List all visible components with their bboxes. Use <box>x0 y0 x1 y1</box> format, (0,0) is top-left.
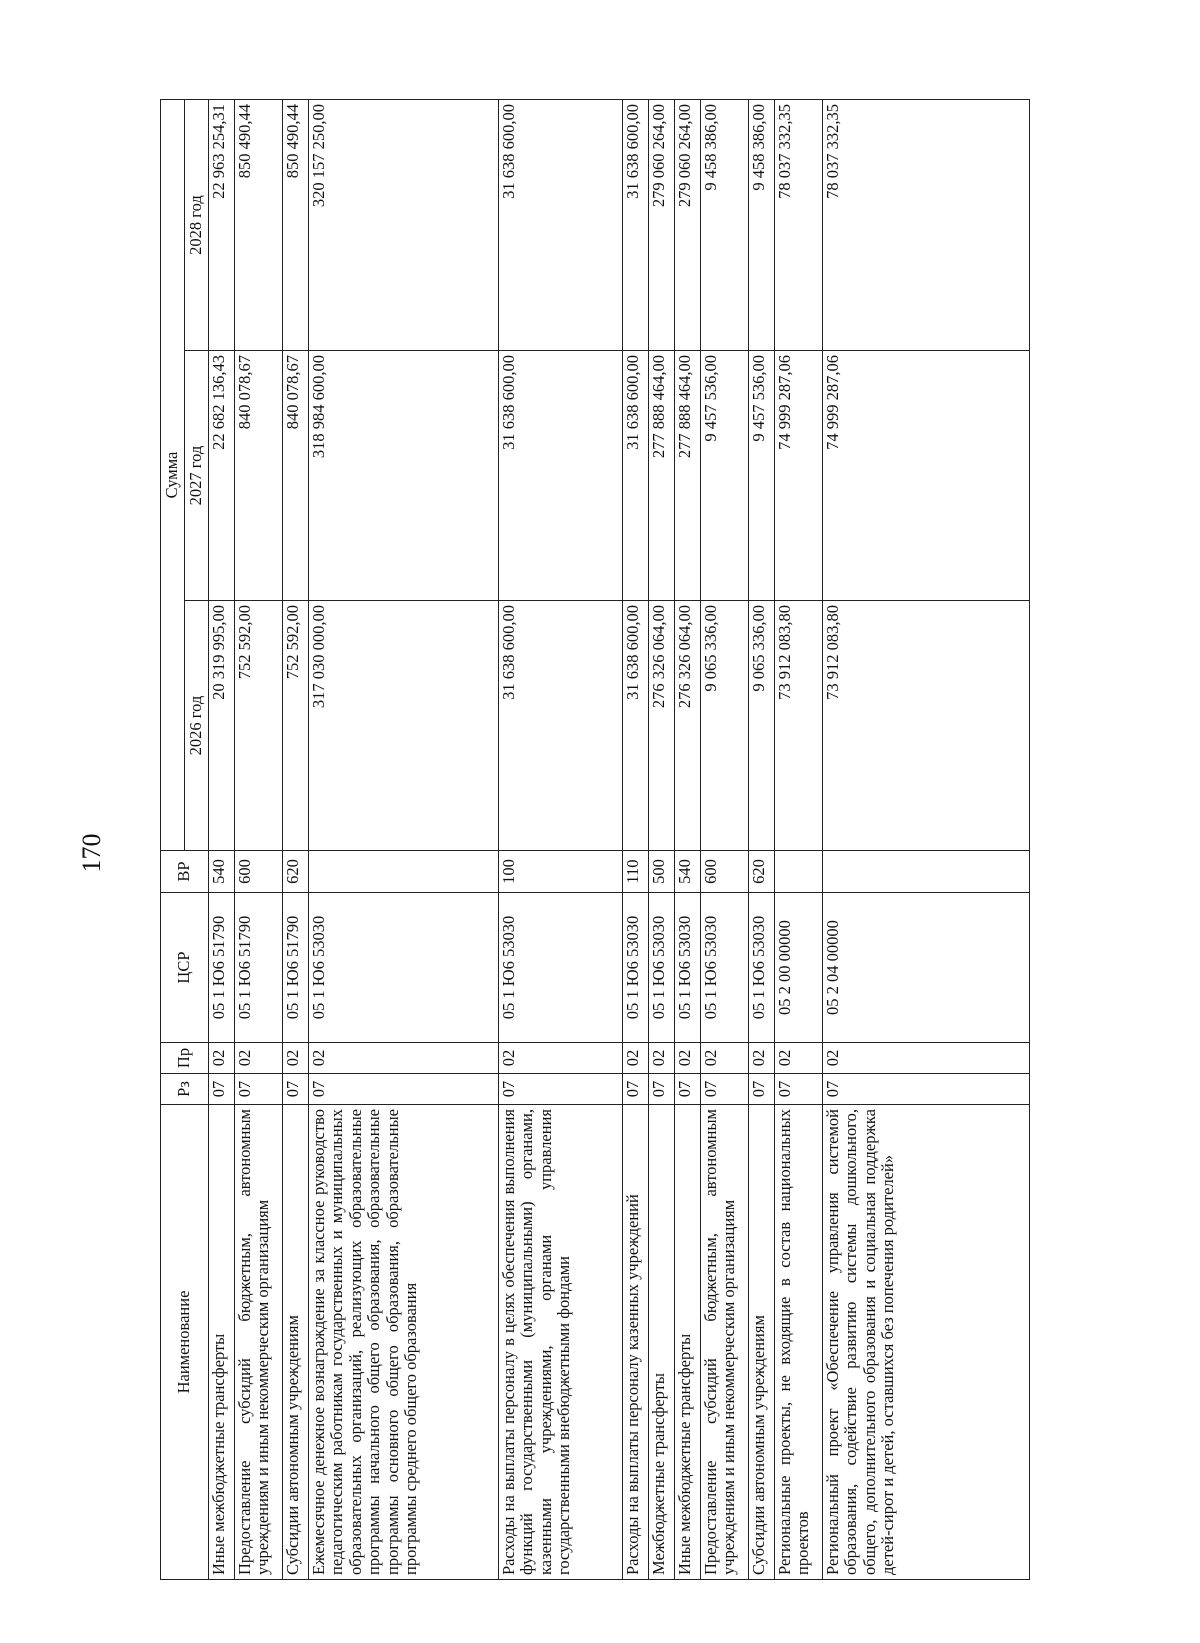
row-pr: 02 <box>823 1043 1030 1074</box>
table-row <box>623 100 649 1580</box>
table-row <box>823 100 1030 1580</box>
row-vr: 540 <box>675 851 701 893</box>
table-row <box>283 100 309 1580</box>
row-2027: 840 078,67 <box>283 351 309 601</box>
row-csr: 05 1 Ю6 53030 <box>499 893 623 1043</box>
row-2027: 74 999 287,06 <box>823 351 1030 601</box>
row-csr: 05 2 04 00000 <box>823 893 1030 1043</box>
row-csr: 05 1 Ю6 53030 <box>649 893 675 1043</box>
row-pr: 02 <box>775 1043 823 1074</box>
row-2027: 31 638 600,00 <box>623 351 649 601</box>
row-name: Субсидии автономным учреждениям <box>283 1105 309 1580</box>
row-rz: 07 <box>775 1074 823 1105</box>
row-csr: 05 1 Ю6 51790 <box>209 893 235 1043</box>
row-2028: 31 638 600,00 <box>623 100 649 351</box>
header-pr: Пр <box>161 1043 209 1074</box>
row-2027: 840 078,67 <box>235 351 283 601</box>
row-2028: 320 157 250,00 <box>309 100 499 351</box>
row-2027: 9 457 536,00 <box>749 351 775 601</box>
row-vr: 600 <box>235 851 283 893</box>
header-2026: 2026 год <box>185 601 209 851</box>
row-vr: 110 <box>623 851 649 893</box>
row-vr: 100 <box>499 851 623 893</box>
row-rz: 07 <box>749 1074 775 1105</box>
row-2028: 22 963 254,31 <box>209 100 235 351</box>
row-2028: 279 060 264,00 <box>675 100 701 351</box>
row-2026: 9 065 336,00 <box>749 601 775 851</box>
row-rz: 07 <box>701 1074 749 1105</box>
row-vr: 500 <box>649 851 675 893</box>
row-rz: 07 <box>649 1074 675 1105</box>
row-name: Субсидии автономным учреждениям <box>749 1105 775 1580</box>
row-2027: 22 682 136,43 <box>209 351 235 601</box>
row-rz: 07 <box>823 1074 1030 1105</box>
row-rz: 07 <box>623 1074 649 1105</box>
row-pr: 02 <box>499 1043 623 1074</box>
row-2026: 73 912 083,80 <box>823 601 1030 851</box>
row-rz: 07 <box>283 1074 309 1105</box>
row-2026: 31 638 600,00 <box>499 601 623 851</box>
header-2028: 2028 год <box>185 100 209 351</box>
row-name: Иные межбюджетные трансферты <box>675 1105 701 1580</box>
row-2028: 850 490,44 <box>283 100 309 351</box>
row-rz: 07 <box>209 1074 235 1105</box>
row-vr: 600 <box>701 851 749 893</box>
header-rz: Рз <box>161 1074 209 1105</box>
rotated-table-container <box>160 100 1030 1580</box>
row-csr: 05 1 Ю6 53030 <box>749 893 775 1043</box>
table-row <box>209 100 235 1580</box>
row-name: Предоставление субсидий бюджетным, автономным учреждениям и иным некоммерческим организациям <box>235 1105 283 1580</box>
row-name: Региональный проект «Обеспечение управления системой образования, содействие развитию системы дошкольного, общего, дополнительного образования и социальная поддержка детей-сирот и детей, оставшихся без попечения родителей» <box>823 1105 1030 1580</box>
row-name: Межбюджетные трансферты <box>649 1105 675 1580</box>
row-vr <box>775 851 823 893</box>
row-2027: 9 457 536,00 <box>701 351 749 601</box>
row-2026: 31 638 600,00 <box>623 601 649 851</box>
table-row <box>235 100 283 1580</box>
row-2026: 276 326 064,00 <box>675 601 701 851</box>
row-name: Расходы на выплаты персоналу в целях обеспечения выполнения функций государственными (муниципальными) органами, казенными учреждениями, органами управления государственными внебюджетными фондами <box>499 1105 623 1580</box>
row-name: Расходы на выплаты персоналу казенных учреждений <box>623 1105 649 1580</box>
row-rz: 07 <box>499 1074 623 1105</box>
row-2026: 276 326 064,00 <box>649 601 675 851</box>
header-name: Наименование <box>161 1105 209 1580</box>
table-row <box>649 100 675 1580</box>
row-csr: 05 2 00 00000 <box>775 893 823 1043</box>
row-pr: 02 <box>675 1043 701 1074</box>
row-2028: 279 060 264,00 <box>649 100 675 351</box>
row-csr: 05 1 Ю6 53030 <box>675 893 701 1043</box>
row-2027: 74 999 287,06 <box>775 351 823 601</box>
row-2026: 73 912 083,80 <box>775 601 823 851</box>
row-2026: 752 592,00 <box>283 601 309 851</box>
table-row <box>309 100 499 1580</box>
row-vr <box>823 851 1030 893</box>
table-row <box>499 100 623 1580</box>
row-csr: 05 1 Ю6 53030 <box>701 893 749 1043</box>
row-2026: 317 030 000,00 <box>309 601 499 851</box>
row-vr: 620 <box>283 851 309 893</box>
row-2028: 9 458 386,00 <box>749 100 775 351</box>
row-name: Иные межбюджетные трансферты <box>209 1105 235 1580</box>
row-2027: 318 984 600,00 <box>309 351 499 601</box>
row-csr: 05 1 Ю6 51790 <box>283 893 309 1043</box>
table-row <box>675 100 701 1580</box>
table-row <box>775 100 823 1580</box>
row-rz: 07 <box>309 1074 499 1105</box>
row-pr: 02 <box>623 1043 649 1074</box>
row-pr: 02 <box>701 1043 749 1074</box>
row-csr: 05 1 Ю6 51790 <box>235 893 283 1043</box>
row-name: Ежемесячное денежное вознаграждение за классное руководство педагогическим работникам государственных и муниципальных образовательных организаций, реализующих образовательные программы начального общего образования, образовательные программы основного общего образования, образовательные программы среднего общего образования <box>309 1105 499 1580</box>
table-row <box>749 100 775 1580</box>
table-row <box>701 100 749 1580</box>
budget-table <box>160 99 1030 1580</box>
row-csr: 05 1 Ю6 53030 <box>623 893 649 1043</box>
row-2028: 9 458 386,00 <box>701 100 749 351</box>
row-2026: 9 065 336,00 <box>701 601 749 851</box>
page-number: 170 <box>77 833 106 873</box>
row-2028: 78 037 332,35 <box>823 100 1030 351</box>
row-pr: 02 <box>649 1043 675 1074</box>
header-csr: ЦСР <box>161 893 209 1043</box>
row-2028: 31 638 600,00 <box>499 100 623 351</box>
row-rz: 07 <box>235 1074 283 1105</box>
row-csr: 05 1 Ю6 53030 <box>309 893 499 1043</box>
row-pr: 02 <box>309 1043 499 1074</box>
row-vr: 620 <box>749 851 775 893</box>
row-2027: 31 638 600,00 <box>499 351 623 601</box>
row-pr: 02 <box>749 1043 775 1074</box>
row-2027: 277 888 464,00 <box>675 351 701 601</box>
header-2027: 2027 год <box>185 351 209 601</box>
header-vr: ВР <box>161 851 209 893</box>
row-2027: 277 888 464,00 <box>649 351 675 601</box>
row-2028: 850 490,44 <box>235 100 283 351</box>
header-sum: Сумма <box>161 100 185 851</box>
row-pr: 02 <box>235 1043 283 1074</box>
row-2026: 752 592,00 <box>235 601 283 851</box>
row-name: Предоставление субсидий бюджетным, автономным учреждениям и иным некоммерческим организациям <box>701 1105 749 1580</box>
row-pr: 02 <box>209 1043 235 1074</box>
row-vr: 540 <box>209 851 235 893</box>
row-rz: 07 <box>675 1074 701 1105</box>
row-name: Региональные проекты, не входящие в состав национальных проектов <box>775 1105 823 1580</box>
row-vr <box>309 851 499 893</box>
row-pr: 02 <box>283 1043 309 1074</box>
row-2028: 78 037 332,35 <box>775 100 823 351</box>
row-2026: 20 319 995,00 <box>209 601 235 851</box>
